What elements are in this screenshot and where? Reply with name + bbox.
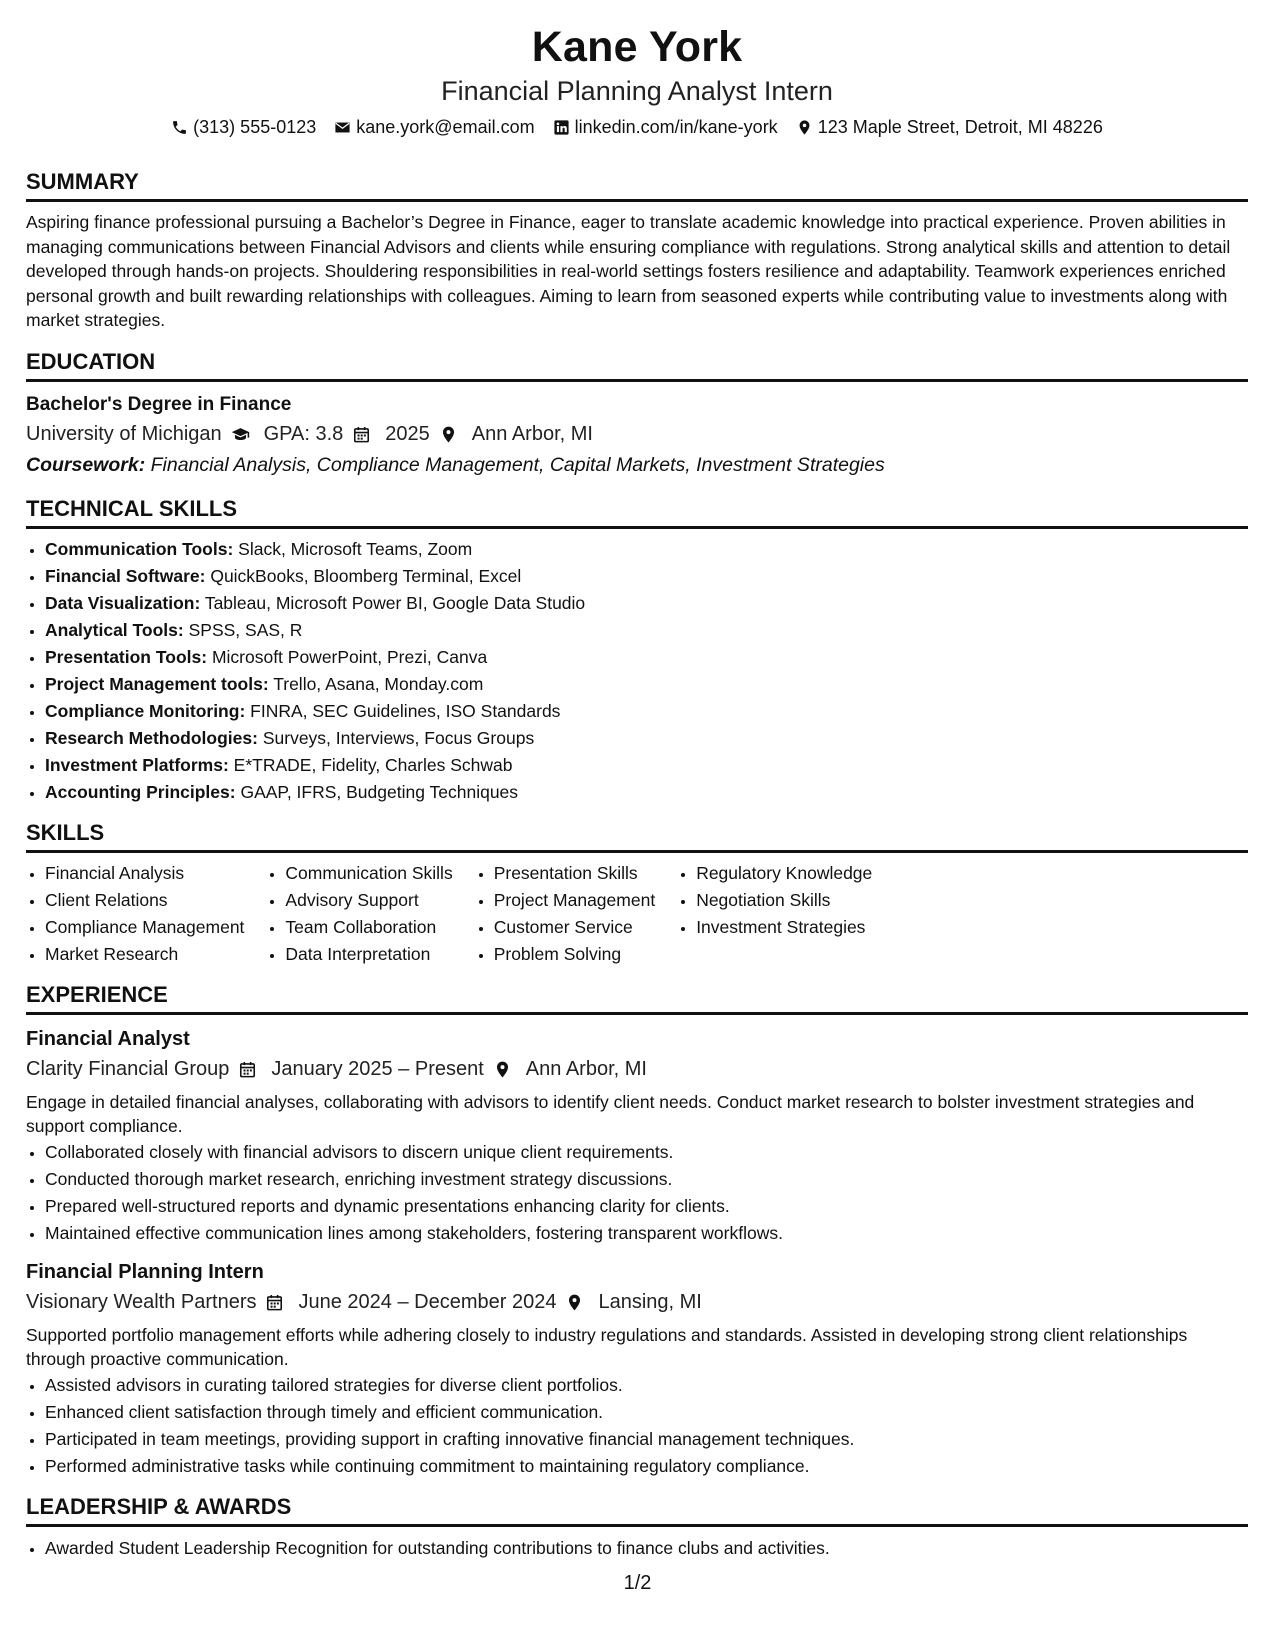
list-item: • Compliance Monitoring: FINRA, SEC Guidelines, ISO Standards xyxy=(45,698,1248,725)
skills-section xyxy=(26,818,1248,968)
job-bullets xyxy=(26,1372,1248,1480)
skills-column xyxy=(266,860,452,968)
section-heading: EDUCATION xyxy=(26,347,1248,382)
list-item: • Project Management tools: Trello, Asana, Monday.com xyxy=(45,671,1248,698)
summary-text: Aspiring finance professional pursuing a Bachelor’s Degree in Finance, eager to translate academic knowledge into practical experience. Proven abilities in managing communications between Financial Advisors and clients while ensuring compliance with regulations. Strong analytical skills and attention to detail developed through hands-on projects. Shouldering responsibilities in real-world settings fosters resilience and adaptability. Teamwork experiences enriched personal growth and built rewarding relationships with colleagues. Aiming to learn from seasoned experts while contributing value to investments along with market strategies. xyxy=(26,212,1231,330)
job-location: Lansing, MI xyxy=(598,1290,702,1313)
list-item: • Accounting Principles: GAAP, IFRS, Budgeting Techniques xyxy=(45,779,1248,806)
job-description: Engage in detailed financial analyses, collaborating with advisors to identify client needs. Conduct market research to bolster investment strategies and support compliance. xyxy=(26,1091,1195,1136)
map-pin-icon xyxy=(493,1060,512,1079)
school-name: University of Michigan xyxy=(26,419,250,450)
linkedin-text: linkedin.com/in/kane-york xyxy=(574,117,778,137)
section-heading: EXPERIENCE xyxy=(26,980,1248,1015)
list-item: • Customer Service xyxy=(494,914,655,941)
job-description: Supported portfolio management efforts while adhering closely to industry regulations and standards. Assisted in developing strong client relationships through proactive communication. xyxy=(26,1324,1188,1369)
list-item: • Financial Software: QuickBooks, Bloomberg Terminal, Excel xyxy=(45,563,1248,590)
calendar-icon xyxy=(238,1060,257,1079)
contact-bar xyxy=(26,113,1248,141)
degree-title: Bachelor's Degree in Finance xyxy=(26,393,292,415)
list-item: • Problem Solving xyxy=(494,941,655,968)
list-item: • Data Visualization: Tableau, Microsoft Power BI, Google Data Studio xyxy=(45,590,1248,617)
list-item: • Presentation Skills xyxy=(494,860,655,887)
map-pin-icon xyxy=(439,425,458,444)
list-item: • Client Relations xyxy=(45,887,244,914)
map-pin-icon xyxy=(796,119,813,136)
job-entry xyxy=(26,1024,1248,1247)
list-item: • Participated in team meetings, providing support in crafting innovative financial management techniques. xyxy=(45,1426,1248,1453)
job-title: Financial Planning Intern xyxy=(26,1260,264,1283)
list-item: • Analytical Tools: SPSS, SAS, R xyxy=(45,617,1248,644)
job-meta xyxy=(26,1054,1248,1085)
contact-address xyxy=(796,113,1103,141)
list-item: • Advisory Support xyxy=(285,887,452,914)
school-location: Ann Arbor, MI xyxy=(471,422,593,445)
graduation-cap-icon xyxy=(231,425,250,444)
education-meta xyxy=(26,419,1248,450)
phone-icon xyxy=(171,119,188,136)
list-item: • Enhanced client satisfaction through timely and efficient communication. xyxy=(45,1399,1248,1426)
list-item: • Investment Strategies xyxy=(696,914,872,941)
list-item: • Regulatory Knowledge xyxy=(696,860,872,887)
skills-column xyxy=(26,860,244,968)
awards-list xyxy=(26,1535,1248,1562)
candidate-name: Kane York xyxy=(531,23,743,71)
job-dates: January 2025 – Present xyxy=(271,1054,511,1085)
gpa: GPA: 3.8 xyxy=(264,419,372,450)
contact-email[interactable] xyxy=(334,113,534,141)
phone-text: (313) 555-0123 xyxy=(193,117,317,137)
job-title: Financial Analyst xyxy=(26,1027,190,1050)
list-item: • Maintained effective communication lines among stakeholders, fostering transparent workflows. xyxy=(45,1220,1248,1247)
candidate-title: Financial Planning Analyst Intern xyxy=(441,76,833,106)
email-text: kane.york@email.com xyxy=(356,117,535,137)
list-item: • Communication Tools: Slack, Microsoft Teams, Zoom xyxy=(45,536,1248,563)
experience-section xyxy=(26,980,1248,1480)
summary-section xyxy=(26,167,1248,333)
technical-skills-list xyxy=(26,536,1248,806)
page-number: 1/2 xyxy=(623,1572,652,1594)
list-item: • Investment Platforms: E*TRADE, Fidelity, Charles Schwab xyxy=(45,752,1248,779)
list-item: • Conducted thorough market research, enriching investment strategy discussions. xyxy=(45,1166,1248,1193)
list-item: • Financial Analysis xyxy=(45,860,244,887)
company-name: Visionary Wealth Partners xyxy=(26,1287,284,1318)
list-item: • Collaborated closely with financial advisors to discern unique client requirements. xyxy=(45,1139,1248,1166)
section-heading: SKILLS xyxy=(26,818,1248,853)
contact-linkedin[interactable] xyxy=(553,113,778,141)
education-section xyxy=(26,347,1248,480)
list-item: • Awarded Student Leadership Recognition for outstanding contributions to finance clubs and activities. xyxy=(45,1535,1248,1562)
section-heading: TECHNICAL SKILLS xyxy=(26,494,1248,529)
list-item: • Prepared well-structured reports and dynamic presentations enhancing clarity for clients. xyxy=(45,1193,1248,1220)
graduation-year: 2025 xyxy=(385,419,458,450)
list-item: • Project Management xyxy=(494,887,655,914)
resume-header xyxy=(26,20,1248,141)
linkedin-icon xyxy=(553,119,570,136)
technical-skills-section xyxy=(26,494,1248,806)
list-item: • Assisted advisors in curating tailored strategies for diverse client portfolios. xyxy=(45,1372,1248,1399)
map-pin-icon xyxy=(565,1293,584,1312)
list-item: • Performed administrative tasks while continuing commitment to maintaining regulatory compliance. xyxy=(45,1453,1248,1480)
envelope-icon xyxy=(334,119,351,136)
calendar-icon xyxy=(265,1293,284,1312)
skills-column xyxy=(475,860,655,968)
list-item: • Team Collaboration xyxy=(285,914,452,941)
list-item: • Market Research xyxy=(45,941,244,968)
skills-column xyxy=(677,860,872,968)
coursework: Coursework: Financial Analysis, Compliance Management, Capital Markets, Investment Strategies xyxy=(26,453,885,476)
list-item: • Research Methodologies: Surveys, Interviews, Focus Groups xyxy=(45,725,1248,752)
list-item: • Compliance Management xyxy=(45,914,244,941)
address-text: 123 Maple Street, Detroit, MI 48226 xyxy=(817,117,1103,137)
section-heading: SUMMARY xyxy=(26,167,1248,202)
job-bullets xyxy=(26,1139,1248,1247)
list-item: • Negotiation Skills xyxy=(696,887,872,914)
contact-phone[interactable] xyxy=(171,113,316,141)
resume-page xyxy=(26,20,1248,1562)
job-dates: June 2024 – December 2024 xyxy=(298,1287,584,1318)
skills-grid xyxy=(26,860,1248,968)
list-item: • Communication Skills xyxy=(285,860,452,887)
list-item: • Presentation Tools: Microsoft PowerPoint, Prezi, Canva xyxy=(45,644,1248,671)
job-meta xyxy=(26,1287,1248,1318)
leadership-section xyxy=(26,1492,1248,1562)
job-entry xyxy=(26,1257,1248,1480)
list-item: • Data Interpretation xyxy=(285,941,452,968)
section-heading: LEADERSHIP & AWARDS xyxy=(26,1492,1248,1527)
calendar-icon xyxy=(352,425,371,444)
company-name: Clarity Financial Group xyxy=(26,1054,257,1085)
job-location: Ann Arbor, MI xyxy=(525,1057,647,1080)
